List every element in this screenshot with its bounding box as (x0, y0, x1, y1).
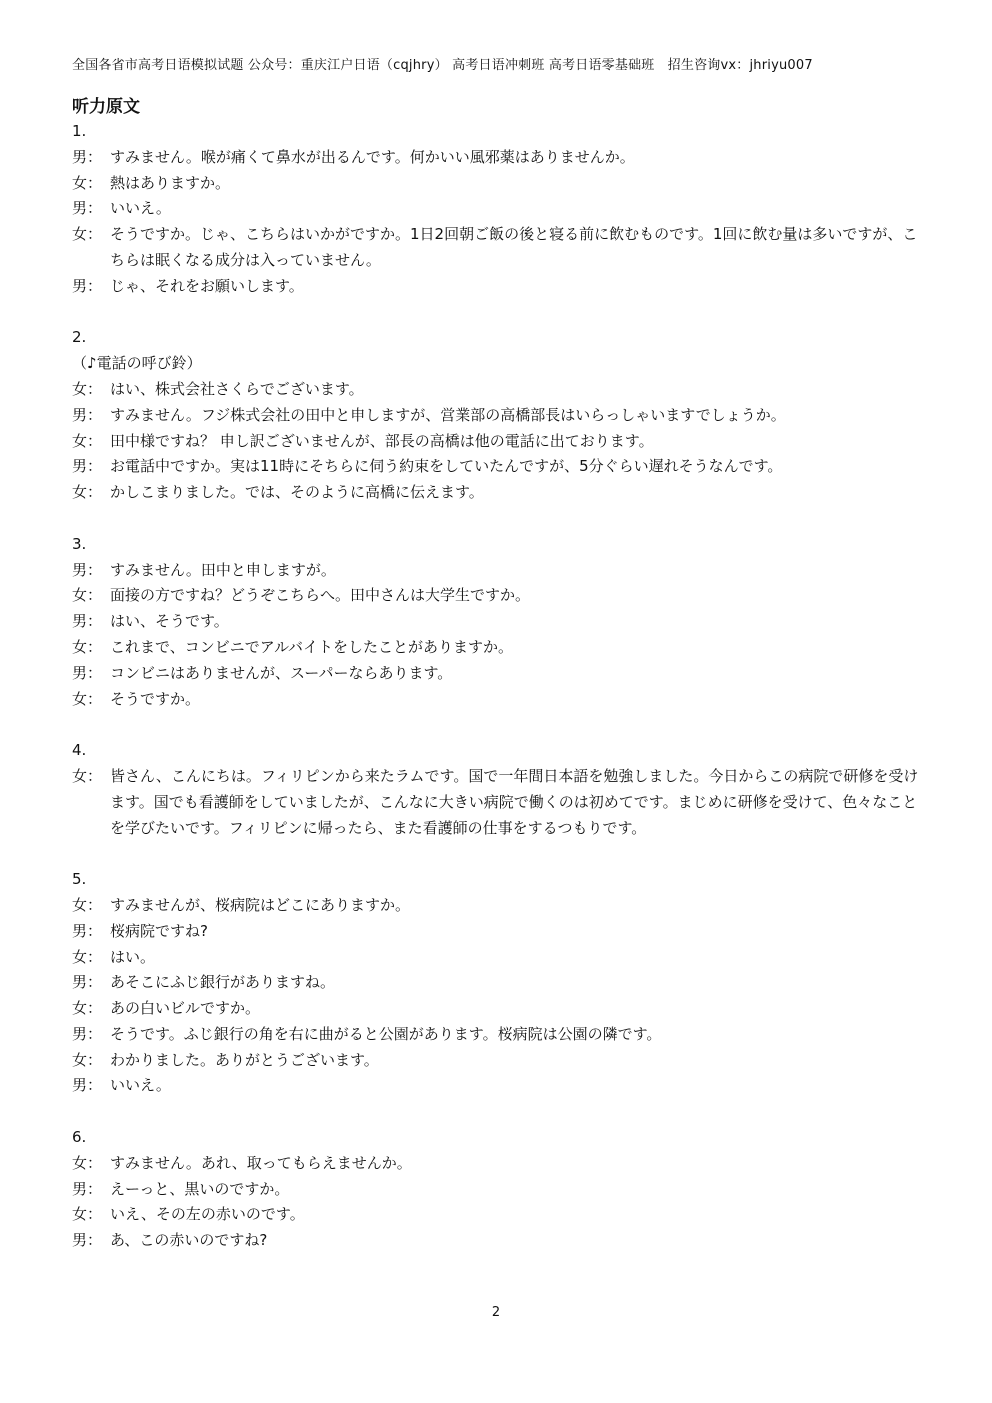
speaker-label: 男： (72, 199, 103, 218)
dialogue-text: あの白いビルですか。 (110, 999, 261, 1018)
dialogue-line (72, 1151, 924, 1177)
speaker-label: 男： (72, 973, 103, 992)
dialogue-line (72, 919, 924, 945)
dialogue-text: 田中様ですね？ 申し訳ございませんが、部長の高橋は他の電話に出ております。 (110, 431, 654, 450)
dialogue-line (72, 764, 924, 841)
section-number: 6. (72, 1128, 87, 1147)
dialogue-text: かしこまりました。では、そのように高橋に伝えます。 (110, 483, 484, 502)
dialogue-text: すみません。田中と申しますが。 (110, 560, 336, 579)
dialogue-line (72, 996, 924, 1022)
dialogue-line (72, 893, 924, 919)
dialogue-text: コンビニはありませんが、スーパーならあります。 (110, 663, 453, 682)
speaker-label: 女： (72, 1153, 103, 1172)
dialogue-line (72, 661, 924, 687)
section-spacer (72, 1099, 924, 1125)
speaker-label: 男： (72, 612, 103, 631)
dialogue-line (72, 1048, 924, 1074)
dialogue-text: すみません。フジ株式会社の田中と申しますが、営業部の高橋部長はいらっしゃいますでしょうか。 (110, 405, 786, 424)
dialogue-line (72, 429, 924, 455)
dialogue-text: あ、この赤いのですね? (110, 1231, 268, 1250)
section-number: 3. (72, 534, 87, 553)
dialogue-text: はい。 (110, 947, 156, 966)
speaker-label: 女： (72, 379, 103, 398)
speaker-label: 男： (72, 1024, 103, 1043)
dialogue-text: すみませんが、桜病院はどこにありますか。 (110, 895, 411, 914)
speaker-label: 男： (72, 147, 103, 166)
dialogue-text: いいえ。 (110, 199, 171, 218)
speaker-label: 男： (72, 560, 103, 579)
dialogue-text: 面接の方ですね？どうぞこちらへ。田中さんは大学生ですか。 (110, 586, 531, 605)
transcript-section (72, 325, 924, 506)
dialogue-text: 桜病院ですね? (110, 921, 208, 940)
dialogue-line (72, 609, 924, 635)
speaker-label: 男： (72, 663, 103, 682)
dialogue-text: はい、株式会社さくらでございます。 (110, 379, 364, 398)
dialogue-text: えーっと、黒いのですか。 (110, 1179, 290, 1198)
dialogue-text: じゃ、それをお願いします。 (110, 276, 304, 295)
dialogue-text: すみません。喉が痛くて鼻水が出るんです。何かいい風邪薬はありませんか。 (110, 147, 635, 166)
dialogue-text: すみません。あれ、取ってもらえませんか。 (110, 1153, 412, 1172)
dialogue-text: そうですか。 (110, 689, 201, 708)
speaker-label: 女： (72, 225, 103, 244)
dialogue-line (72, 970, 924, 996)
dialogue-text: いいえ。 (110, 1076, 171, 1095)
dialogue-line (72, 145, 924, 171)
section-spacer (72, 712, 924, 738)
stage-direction: （♪電話の呼び鈴） (72, 354, 202, 373)
transcript-section (72, 532, 924, 713)
dialogue-text: これまで、コンビニでアルバイトをしたことがありますか。 (110, 637, 514, 656)
speaker-label: 男： (72, 1076, 103, 1095)
dialogue-line (72, 1022, 924, 1048)
dialogue-line (72, 403, 924, 429)
speaker-label: 女： (72, 431, 103, 450)
dialogue-text: そうです。ふじ銀行の角を右に曲がると公園があります。桜病院は公園の隣です。 (110, 1024, 662, 1043)
dialogue-line (72, 480, 924, 506)
speaker-label: 男： (72, 457, 103, 476)
speaker-label: 男： (72, 921, 103, 940)
speaker-label: 女： (72, 895, 103, 914)
dialogue-line (72, 635, 924, 661)
dialogue-line (72, 1202, 924, 1228)
speaker-label: 女： (72, 483, 103, 502)
dialogue-line (72, 222, 924, 274)
dialogue-line (72, 945, 924, 971)
speaker-label: 女： (72, 999, 103, 1018)
transcript-section (72, 119, 924, 300)
speaker-label: 男： (72, 276, 103, 295)
section-spacer (72, 506, 924, 532)
dialogue-line (72, 377, 924, 403)
dialogue-text: そうですか。じゃ、こちらはいかがですか。1日2回朝ご飯の後と寝る前に飲むものです。1回に飲む量は多いですが、こちらは眠くなる成分は入っていません。 (110, 225, 918, 269)
dialogue-text: 皆さん、こんにちは。フィリピンから来たラムです。国で一年間日本語を勉強しました。今日からこの病院で研修を受けます。国でも看護師をしていましたが、こんなに大きい病院で働くのは初めてです。まじめに研修を受けて、色々なことを学びたいです。フィリピンに帰ったら、また看護師の仕事をするつもりです。 (110, 766, 919, 837)
speaker-label: 女： (72, 173, 103, 192)
section-spacer (72, 841, 924, 867)
dialogue-line (72, 1177, 924, 1203)
section-number: 5. (72, 870, 87, 889)
speaker-label: 女： (72, 689, 103, 708)
document-title: 听力原文 (72, 97, 140, 117)
section-spacer (72, 300, 924, 326)
dialogue-text: 熱はありますか。 (110, 173, 231, 192)
dialogue-text: わかりました。ありがとうございます。 (110, 1050, 379, 1069)
dialogue-text: お電話中ですか。実は11時にそちらに伺う約束をしていたんですが、5分ぐらい遅れそうなんです。 (110, 457, 783, 476)
section-number: 1. (72, 122, 87, 140)
page-header: 全国各省市高考日语模拟试题 公众号：重庆江户日语（cqjhry） 高考日语冲刺班 高考日语零基础班 招生咨询vx：jhriyu007 (72, 58, 813, 73)
speaker-label: 女： (72, 586, 103, 605)
dialogue-line (72, 583, 924, 609)
speaker-label: 女： (72, 1205, 103, 1224)
speaker-label: 男： (72, 1179, 103, 1198)
page-number: 2 (491, 1305, 501, 1320)
dialogue-line (72, 196, 924, 222)
dialogue-line (72, 558, 924, 584)
dialogue-line (72, 1228, 924, 1254)
transcript-section (72, 1125, 924, 1254)
dialogue-text: はい、そうです。 (110, 612, 229, 631)
speaker-label: 男： (72, 1231, 103, 1250)
section-number: 2. (72, 328, 87, 347)
section-number: 4. (72, 741, 87, 760)
transcript-body (72, 119, 924, 1254)
dialogue-text: あそこにふじ銀行がありますね。 (110, 973, 336, 992)
transcript-section (72, 738, 924, 841)
speaker-label: 女： (72, 637, 103, 656)
dialogue-line (72, 454, 924, 480)
speaker-label: 女： (72, 947, 103, 966)
speaker-label: 女： (72, 766, 103, 785)
dialogue-line (72, 687, 924, 713)
speaker-label: 女： (72, 1050, 103, 1069)
dialogue-line (72, 274, 924, 300)
dialogue-line (72, 171, 924, 197)
transcript-section (72, 867, 924, 1099)
dialogue-line (72, 1073, 924, 1099)
dialogue-text: いえ、その左の赤いのです。 (110, 1205, 305, 1224)
speaker-label: 男： (72, 405, 103, 424)
